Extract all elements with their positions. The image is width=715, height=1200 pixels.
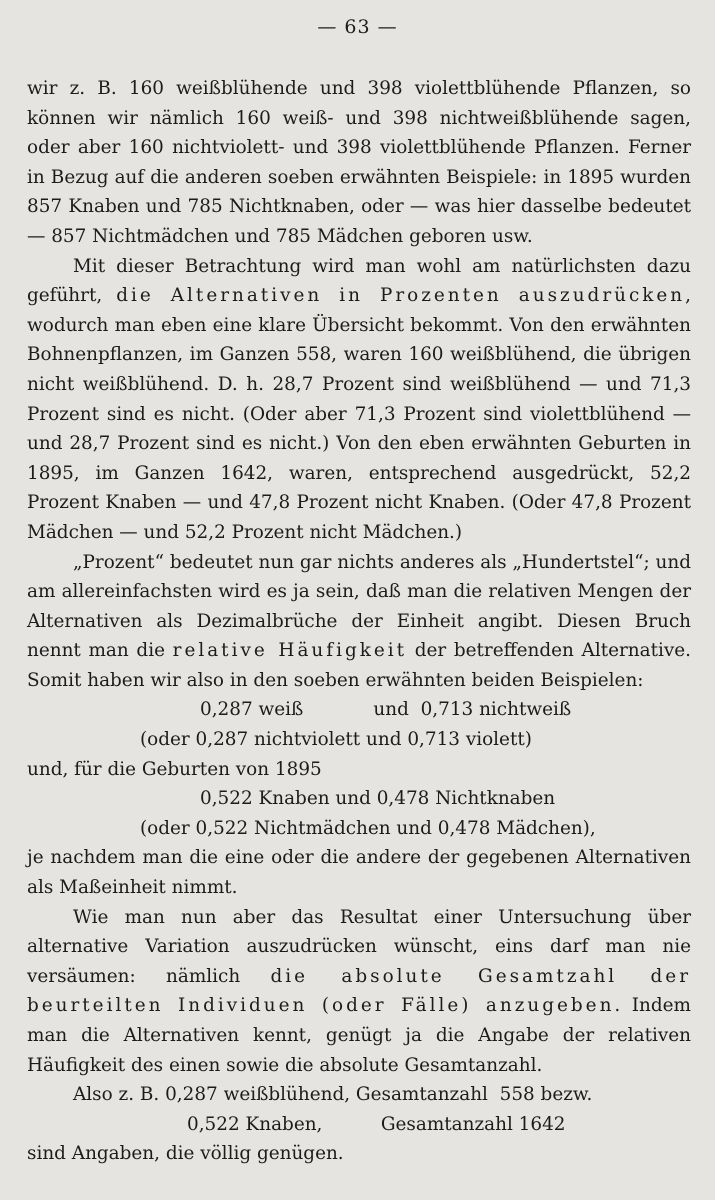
- paragraph-2-rest: , wodurch man eben eine klare Übersicht bekommt. Von den erwähnten Bohnenpflanzen, im Ganzen 558, waren 160 weißblühend, die übrigen nicht weißblühend. D. h. 28,7 Prozent sind weißblühend — und 71,3 Prozent sind es nicht. (Oder aber 71,3 Prozent sind violettblühend — und 28,7 Prozent sind es nicht.) Von den eben erwähnten Geburten in 1895, im Ganzen 1642, waren, entsprechend ausgedrückt, 52,2 Prozent Knaben — und 47,8 Prozent nicht Knaben. (Oder 47,8 Prozent Mädchen — und 52,2 Prozent nicht Mädchen.): [27, 285, 691, 543]
- formula-line-3: und, für die Geburten von 1895: [27, 758, 322, 780]
- paragraph-1: wir z. B. 160 weißblühende und 398 violettblühende Pflanzen, so können wir nämlich 160 weiß- und 398 nichtweißblühende sagen, oder aber 160 nichtviolett- und 398 violettblühende Pflanzen. Ferner in Bezug auf die anderen soeben erwähnten Beispiele: in 1895 wurden 857 Knaben und 785 Nichtknaben, oder — was hier dasselbe bedeutet — 857 Nichtmädchen und 785 Mädchen geboren usw.: [27, 78, 691, 247]
- formula-line-2: (oder 0,287 nichtviolett und 0,713 violett): [140, 729, 532, 751]
- example-line-1: Also z. B. 0,287 weißblühend, Gesamtanzahl 558 bezw.: [73, 1084, 593, 1106]
- paragraph-5-start: Wie man nun aber das Resultat einer Untersuchung über alternative Variation auszudrücken wünscht, eins darf man nie versäumen: nämlich: [27, 906, 691, 987]
- emphasis-alternatives-in-percent: die Alternativen in Prozenten auszudrücken: [116, 285, 686, 307]
- emphasis-relative-frequency: relative Häufigkeit: [172, 640, 408, 662]
- example-line-3: sind Angaben, die völlig genügen.: [27, 1143, 344, 1165]
- paragraph-2: [27, 252, 691, 548]
- formula-line-5: (oder 0,522 Nichtmädchen und 0,478 Mädchen),: [140, 817, 596, 839]
- paragraph-3-rest: der betreffenden Alternative. Somit haben wir also in den soeben erwähnten beiden Beispielen:: [27, 640, 691, 691]
- page-body: [27, 74, 691, 1169]
- paragraph-3-start: „Prozent“ bedeutet nun gar nichts anderes als „Hundertstel“; und am allereinfachsten wird es ja sein, daß man die relativen Mengen der Alternativen als Dezimalbrüche der Einheit angibt. Diesen Bruch nennt man die: [27, 551, 691, 662]
- paragraph-5: [27, 903, 691, 1081]
- paragraph-5-rest: . Indem man die Alternativen kennt, genügt ja die Angabe der relativen Häufigkeit des einen sowie die absolute Gesamtanzahl.: [27, 995, 691, 1076]
- paragraph-3: [27, 548, 691, 696]
- paragraph-4: je nachdem man die eine oder die andere der gegebenen Alternativen als Maßeinheit nimmt.: [27, 847, 691, 899]
- formula-line-4: 0,522 Knaben und 0,478 Nichtknaben: [200, 788, 556, 810]
- formula-line-1: 0,287 weiß und 0,713 nichtweiß: [200, 699, 572, 721]
- emphasis-absolute-total: die absolute Gesamtzahl der beurteilten Individuen (oder Fälle) anzugeben: [27, 965, 691, 1017]
- page-number: — 63 —: [317, 16, 398, 38]
- example-line-2: 0,522 Knaben, Gesamtanzahl 1642: [187, 1113, 566, 1135]
- paragraph-2-start: Mit dieser Betrachtung wird man wohl am natürlichsten dazu geführt,: [27, 255, 691, 307]
